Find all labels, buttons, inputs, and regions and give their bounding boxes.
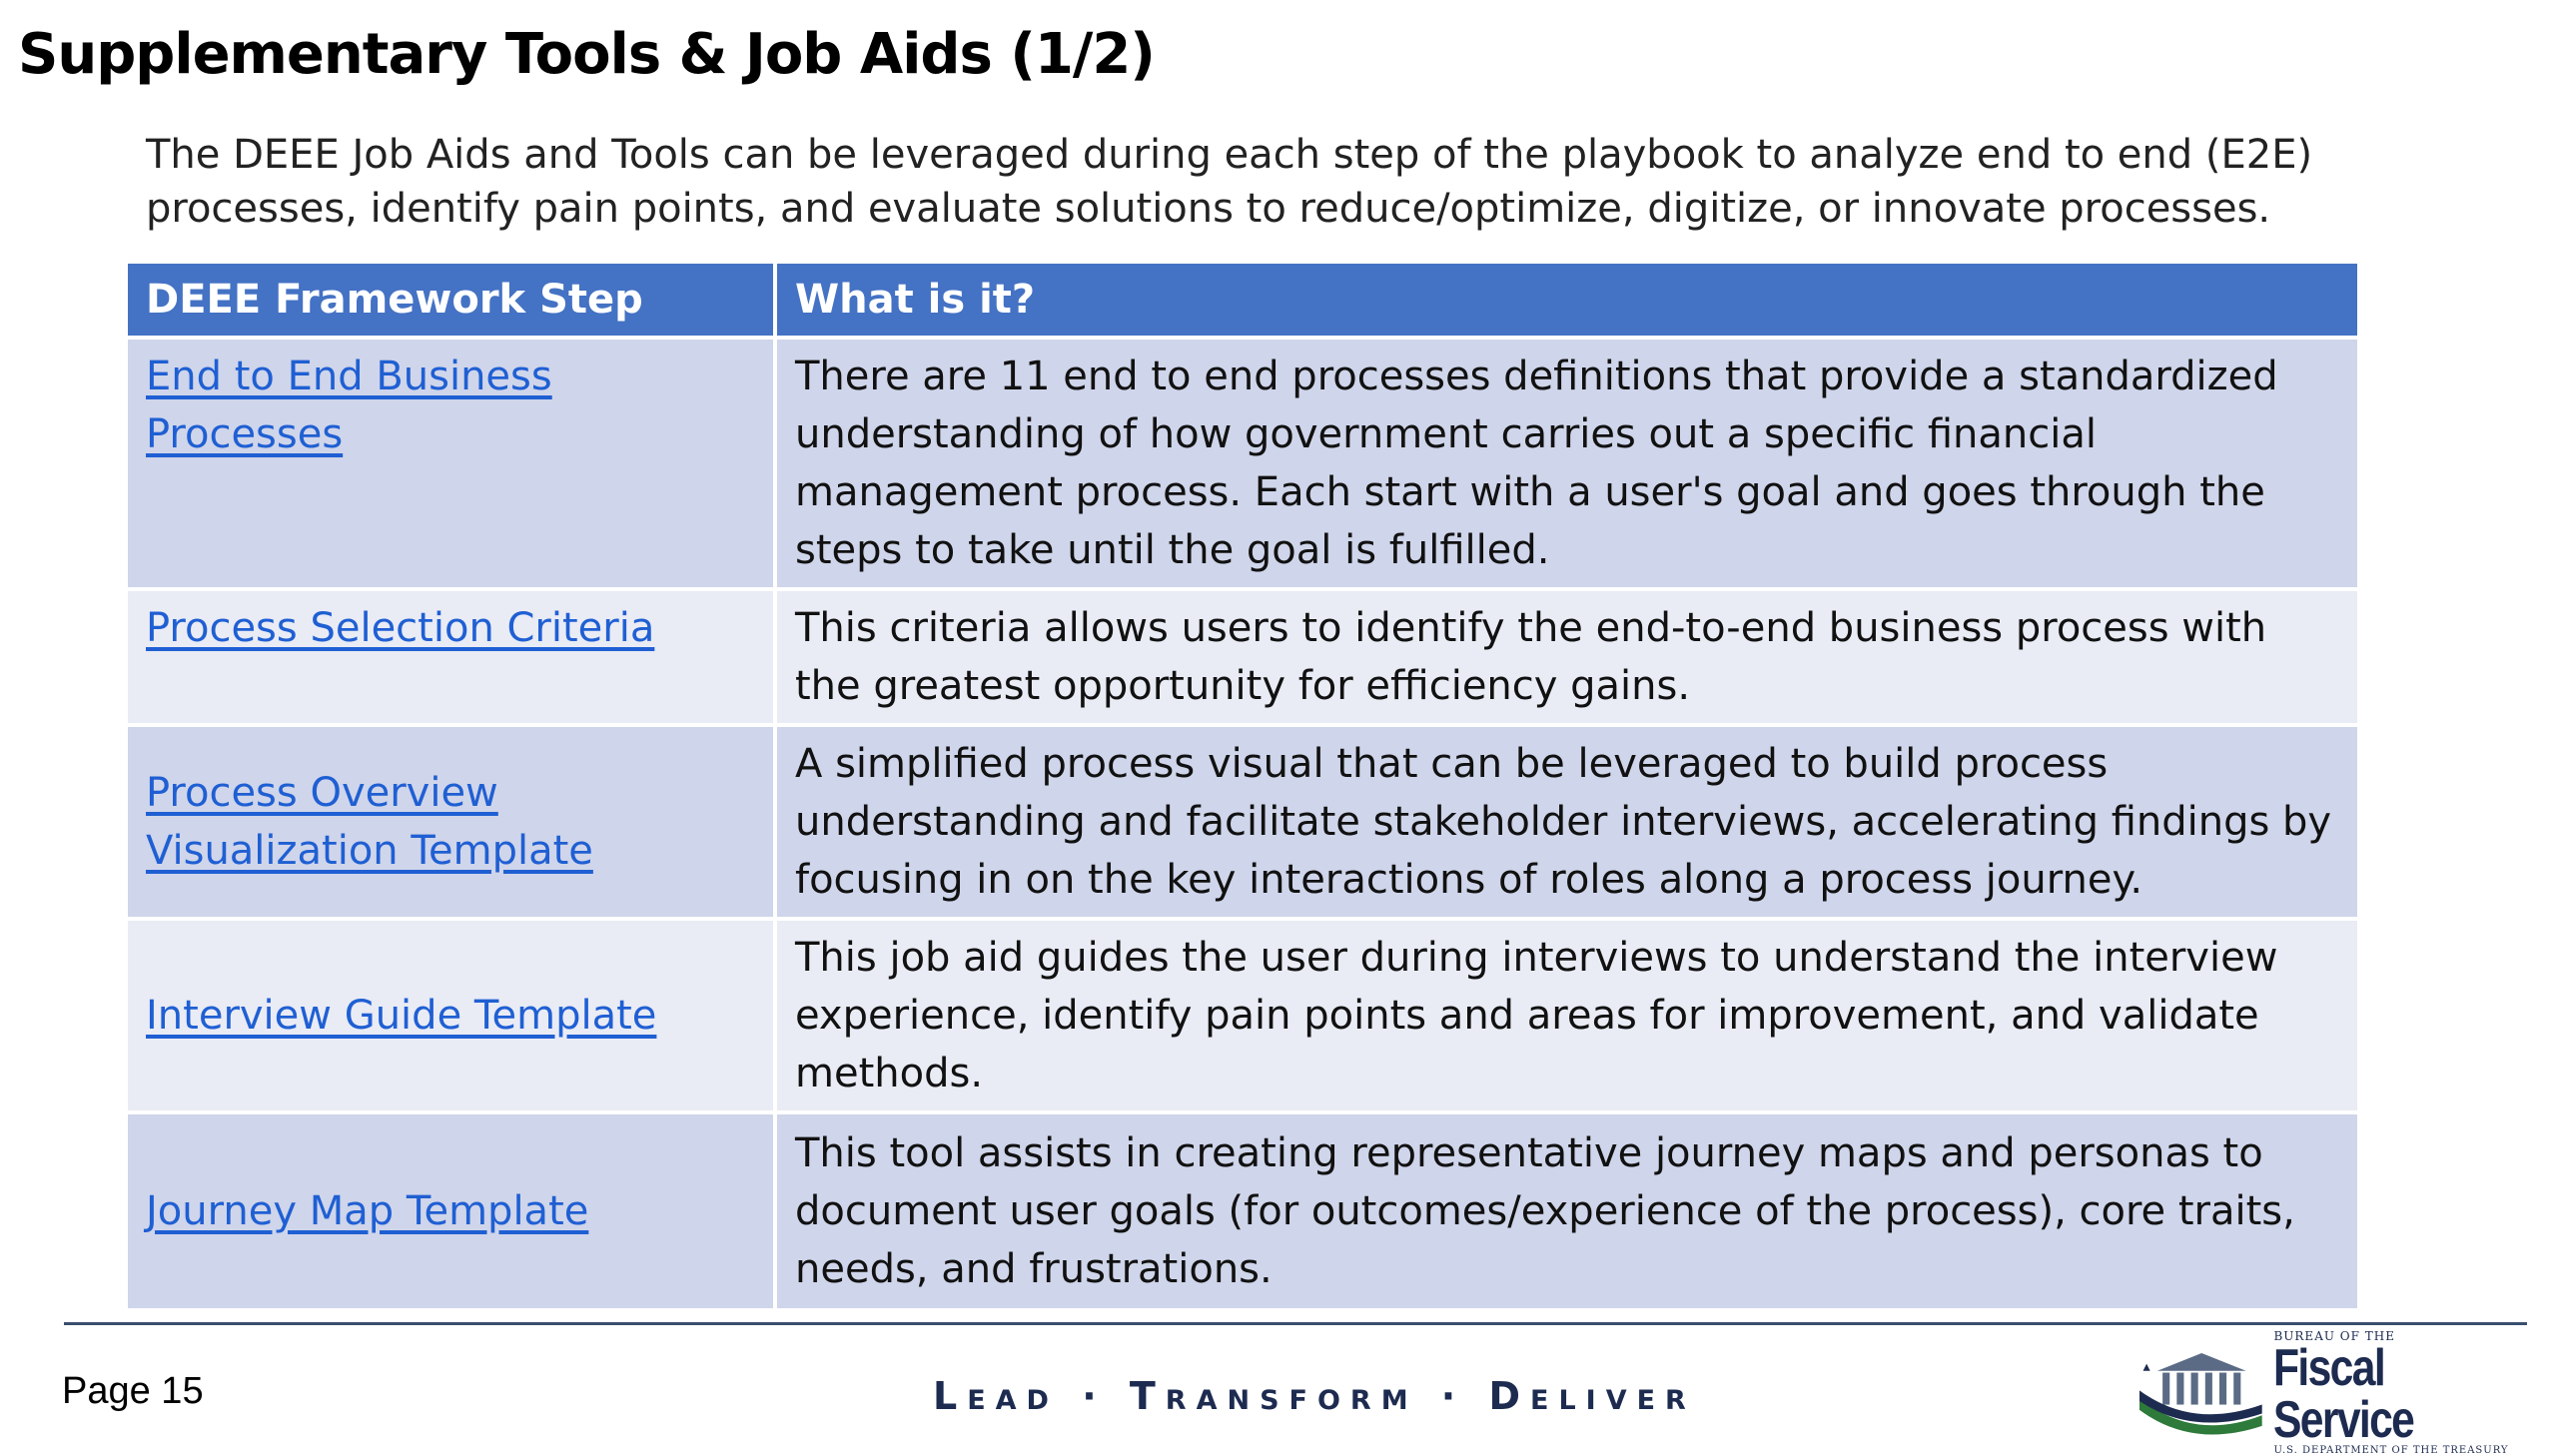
step-cell <box>128 1112 775 1308</box>
page-number: Page 15 <box>62 1370 204 1412</box>
link-interview-guide-template[interactable]: Interview Guide Template <box>146 993 657 1039</box>
table-row <box>128 338 2359 589</box>
logo-bureau-text: BUREAU OF THE <box>2273 1329 2395 1343</box>
description-cell: There are 11 end to end processes definitions that provide a standardized understanding of how government carries out a specific financial management process. Each start with a user's goal and goes through the steps to take until the goal is fulfilled. <box>775 338 2359 589</box>
description-cell: A simplified process visual that can be leveraged to build process understanding and facilitate stakeholder interviews, accelerating findings by focusing in on the key interactions of roles along a process journey. <box>775 725 2359 919</box>
header-what-is-it: What is it? <box>775 264 2359 338</box>
table-row <box>128 589 2359 725</box>
header-framework-step: DEEE Framework Step <box>128 264 775 338</box>
page-title: Supplementary Tools & Job Aids (1/2) <box>18 22 1155 87</box>
footer-divider <box>64 1322 2527 1325</box>
treasury-building-icon <box>2139 1338 2263 1448</box>
logo-name-text: Fiscal Service <box>2273 1339 2414 1449</box>
step-cell <box>128 725 775 919</box>
link-journey-map-template[interactable]: Journey Map Template <box>146 1188 589 1234</box>
footer-tagline: Lead · Transform · Deliver <box>933 1374 1696 1418</box>
table-row <box>128 725 2359 919</box>
step-cell <box>128 338 775 589</box>
intro-paragraph: The DEEE Job Aids and Tools can be leveraged during each step of the playbook to analyze end to end (E2E) processes, identify pain points, and evaluate solutions to reduce/optimize, digitize, or innovate processes. <box>146 132 2313 232</box>
fiscal-service-logo <box>2139 1330 2557 1456</box>
job-aids-table <box>128 264 2361 1308</box>
description-cell: This job aid guides the user during interviews to understand the interview experience, identify pain points and areas for improvement, and validate methods. <box>775 919 2359 1112</box>
step-cell <box>128 589 775 725</box>
description-cell: This tool assists in creating representative journey maps and personas to document user goals (for outcomes/experience of the process), core traits, needs, and frustrations. <box>775 1112 2359 1308</box>
link-end-to-end-business-processes[interactable]: End to End Business Processes <box>146 354 552 457</box>
table-header-row <box>128 264 2359 338</box>
step-cell <box>128 919 775 1112</box>
logo-dept-text: U.S. DEPARTMENT OF THE TREASURY <box>2273 1445 2509 1456</box>
link-process-overview-visualization-template[interactable]: Process Overview Visualization Template <box>146 770 593 874</box>
description-cell: This criteria allows users to identify the end-to-end business process with the greatest opportunity for efficiency gains. <box>775 589 2359 725</box>
table-row <box>128 919 2359 1112</box>
link-process-selection-criteria[interactable]: Process Selection Criteria <box>146 605 655 651</box>
table-row <box>128 1112 2359 1308</box>
